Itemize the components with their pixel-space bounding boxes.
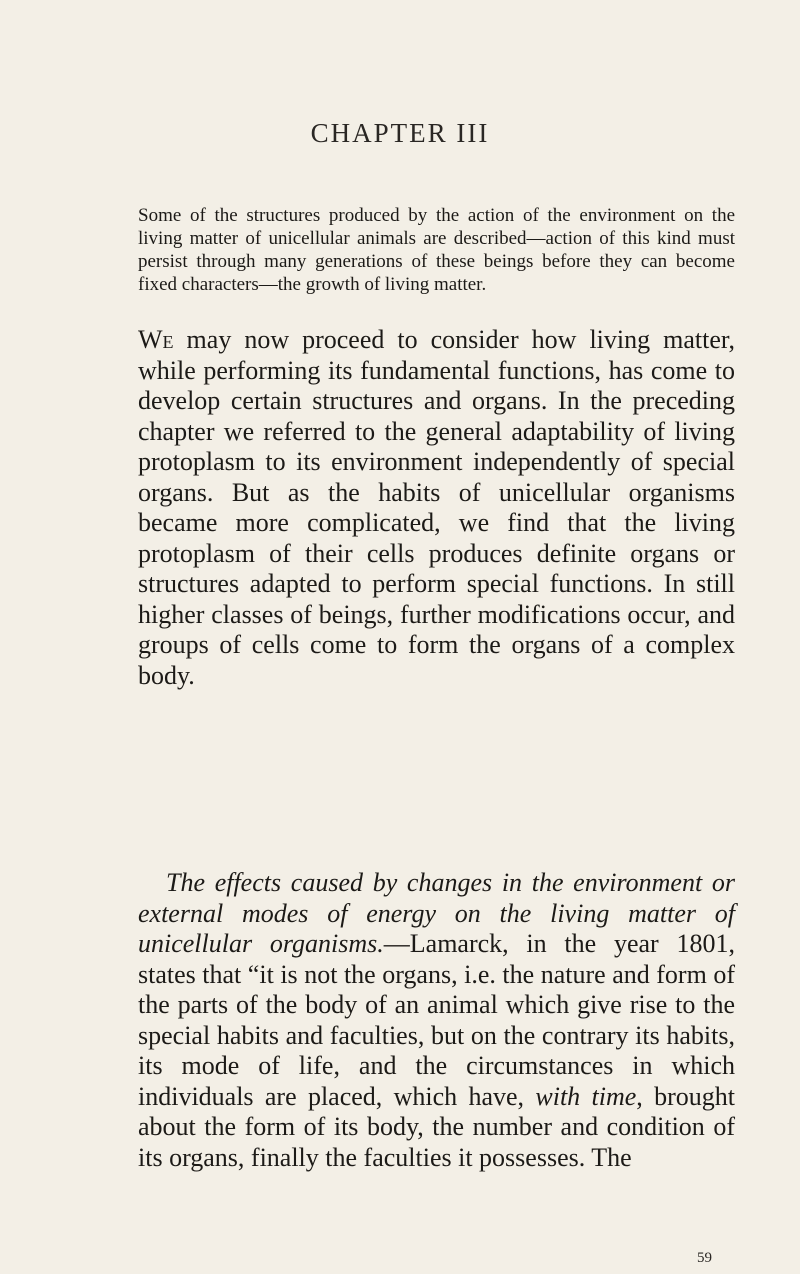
chapter-summary: Some of the structures produced by the action of the environment on the living matter of unicellular animals are described—action of this kind must persist through many generations of these beings before they can become fixed characters—the growth of living matter. (138, 205, 735, 295)
paragraph-text: , brought about the form of its body, the number and condition of its organs, finally the faculties it possesses. The (138, 1081, 735, 1172)
paragraph-text: —Lamarck, in the year 1801, states that “it is not the organs, i.e. the nature and form of the parts of the body of an animal which give rise to the special habits and faculties, but on the contrary its habits, its mode of life, and the circumstances in which individuals are placed, which have, (138, 929, 735, 1111)
page-number: 59 (697, 1250, 712, 1266)
paragraph-lead-word: We (138, 325, 174, 354)
body-paragraph (138, 868, 735, 1173)
emphasis-text: with time (535, 1081, 637, 1111)
chapter-title: CHAPTER III (310, 118, 490, 148)
section-run-in-heading: The effects caused by changes in the environment or external modes of energy on the living matter of unicellular organisms. (138, 868, 735, 958)
body-paragraph (138, 325, 735, 691)
paragraph-text: may now proceed to consider how living matter, while performing its fundamental functions, has come to develop certain structures and organs. In the preceding chapter we referred to the general adaptability of living protoplasm to its environment independently of special organs. But as the habits of unicellular organisms became more complicated, we find that the living protoplasm of their cells produces definite organs or structures adapted to perform special functions. In still higher classes of beings, further modifications occur, and groups of cells come to form the organs of a complex body. (138, 325, 735, 690)
